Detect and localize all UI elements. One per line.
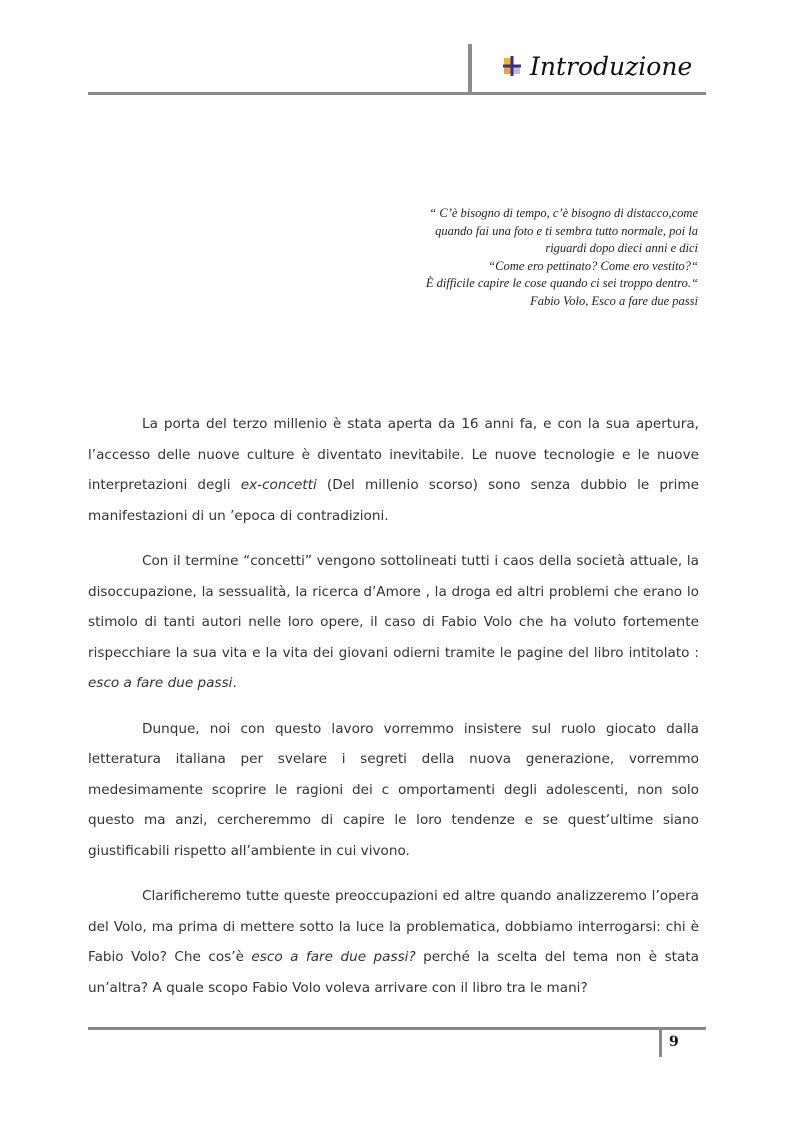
epigraph-line: “Come ero pettinato? Come ero vestito?“	[488, 258, 698, 273]
page-title-text: Introduzione	[530, 52, 693, 81]
paragraph-4-end: perché la scelta del tema non è stata un’altra? A quale scopo Fabio Volo voleva arrivare con il libro tra le mani?	[88, 949, 700, 996]
epigraph-attribution: Fabio Volo, Esco a fare due passi	[530, 293, 698, 308]
epigraph-line: È difficile capire le cose quando ci sei troppo dentro.“	[425, 276, 698, 290]
paragraph-3-text: Dunque, noi con questo lavoro vorremmo insistere sul ruolo giocato dalla letteratura italiana per svelare i segreti della nuova generazione, vorremmo medesimamente scoprire le ragioni dei c omportamenti degli adolescenti, non solo questo ma anzi, cercheremmo di capire le loro tendenze e se quest’ultime siano giustificabili rispetto all’ambiente in cui vivono.	[88, 720, 699, 859]
footer-rule	[88, 1027, 706, 1030]
page-number: 9	[669, 1034, 679, 1050]
epigraph-line: “ C’è bisogno di tempo, c’è bisogno di distacco,come	[429, 206, 698, 220]
header-rule	[88, 92, 706, 95]
paragraph-1-text: La porta del terzo millenio è stata aperta da 16 anni fa, e con la sua apertura, l’accesso delle nuove culture è diventato inevitabile. Le nuove tecnologie e le nuove interpretazioni degli	[88, 416, 699, 493]
paragraph-4	[88, 881, 699, 1003]
header-vertical-bar	[468, 44, 472, 93]
paragraph-2	[88, 546, 699, 699]
paragraph-3	[88, 714, 699, 867]
page-title	[505, 52, 692, 81]
paragraph-2-end: .	[232, 675, 237, 691]
paragraph-2-emphasis: esco a fare due passi	[88, 675, 233, 691]
body-text	[88, 409, 699, 1018]
paragraph-1	[88, 409, 699, 531]
epigraph-line: riguardi dopo dieci anni e dici	[545, 241, 698, 255]
paragraph-4-text: Clarificheremo tutte queste preoccupazioni ed altre quando analizzeremo l’opera del Volo, ma prima di mettere sotto la luce la problematica, dobbiamo interrogarsi: chi è Fabio Volo? Che cos’è	[88, 888, 699, 965]
paragraph-2-text: Con il termine “concetti” vengono sottolineati tutti i caos della società attuale, la disoccupazione, la sessualità, la ricerca d’Amore , la droga ed altri problemi che erano lo stimolo di tanti autori nelle loro opere, il caso di Fabio Volo che ha voluto fortemente rispecchiare la sua vita e la vita dei giovani odierni tramite le pagine del libro intitolato :	[88, 553, 699, 661]
paragraph-1-emphasis: ex-concetti	[240, 477, 317, 493]
footer-vertical-bar	[659, 1030, 662, 1057]
paragraph-1-end: (Del millenio scorso) sono senza dubbio le prime manifestazioni di un ’epoca di contradizioni.	[88, 477, 699, 524]
epigraph-line: quando fai una foto e ti sembra tutto normale, poi la	[435, 223, 698, 238]
epigraph	[338, 205, 698, 310]
paragraph-4-emphasis: esco a fare due passi?	[251, 949, 416, 965]
